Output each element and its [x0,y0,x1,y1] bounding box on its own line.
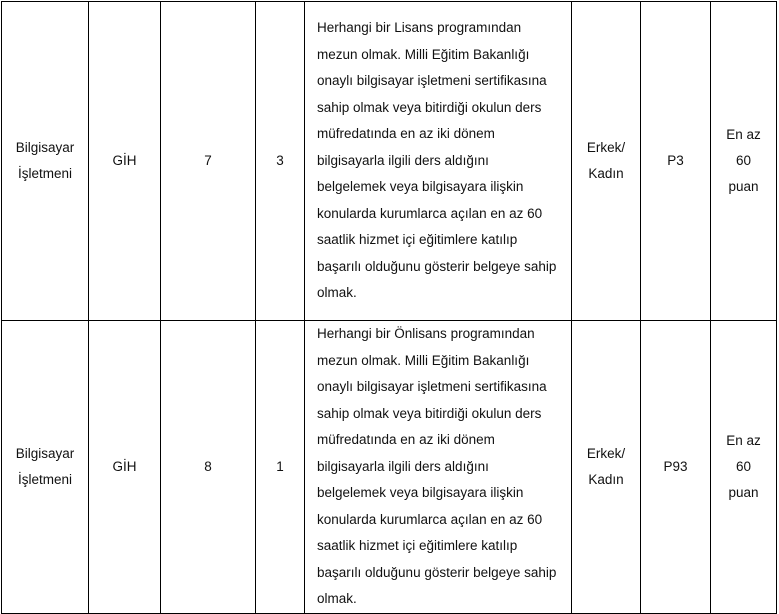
quota-cell: 1 [256,321,305,614]
min-score-cell [711,321,777,614]
qualification-line: bilgisayarla ilgili ders aldığını [317,152,489,168]
qualification-line: konularda kurumlarca açılan en az 60 [317,511,543,527]
position-line: İşletmeni [17,166,73,181]
min-score-line: En az [726,432,761,448]
position-cell [2,321,89,614]
min-score-line: 60 [735,153,752,168]
qualification-line: olmak. [317,285,357,301]
degree-cell: 7 [161,2,256,321]
class-cell: GİH [89,2,161,321]
qualification-cell [305,321,572,614]
qualification-line: onaylı bilgisayar işletmeni sertifikasına [317,379,547,394]
qualification-line: konularda kurumlarca açılan en az 60 [317,205,543,221]
positions-table [1,1,777,614]
qualification-line: saatlik hizmet içi eğitimlere katılıp [317,538,518,553]
gender-line: Erkek/ [586,445,626,461]
qualification-line: müfredatında en az iki dönem [317,432,495,447]
position-line: İşletmeni [17,471,73,487]
position-line: Bilgisayar [15,445,75,461]
min-score-line: 60 [735,458,752,474]
qualification-cell [305,2,572,321]
gender-line: Kadın [588,166,624,181]
qualification-line: müfredatında en az iki dönem [317,126,495,142]
qualification-line: mezun olmak. Milli Eğitim Bakanlığı [317,46,530,62]
min-score-cell [711,2,777,321]
min-score-line: puan [728,484,759,500]
class-cell: GİH [89,321,161,614]
qualification-line: belgelemek veya bilgisayara ilişkin [317,179,524,195]
quota-cell: 3 [256,2,305,321]
qualification-line: saatlik hizmet içi eğitimlere katılıp [317,232,518,248]
qualification-line: Herhangi bir Lisans programından [317,20,522,36]
score-type-cell: P93 [641,321,711,614]
qualification-line: olmak. [317,591,357,606]
degree-cell: 8 [161,321,256,614]
table-row [2,2,777,321]
qualification-line: başarılı olduğunu gösterir belgeye sahip [317,564,557,580]
table-row [2,321,777,614]
min-score-line: puan [728,179,759,194]
qualification-line: sahip olmak veya bitirdiği okulun ders [317,99,542,115]
gender-cell [572,2,641,321]
gender-line: Kadın [588,471,624,487]
gender-cell [572,321,641,614]
gender-line: Erkek/ [586,140,626,155]
qualification-line: sahip olmak veya bitirdiği okulun ders [317,405,542,421]
qualification-line: mezun olmak. Milli Eğitim Bakanlığı [317,352,530,368]
position-line: Bilgisayar [15,140,75,155]
qualification-line: başarılı olduğunu gösterir belgeye sahip [317,258,557,274]
qualification-line: onaylı bilgisayar işletmeni sertifikasına [317,73,547,89]
qualification-line: bilgisayarla ilgili ders aldığını [317,458,489,474]
qualification-line: belgelemek veya bilgisayara ilişkin [317,485,524,500]
score-type-cell: P3 [641,2,711,321]
qualification-line: Herhangi bir Önlisans programından [317,326,535,341]
position-cell [2,2,89,321]
min-score-line: En az [726,127,761,142]
